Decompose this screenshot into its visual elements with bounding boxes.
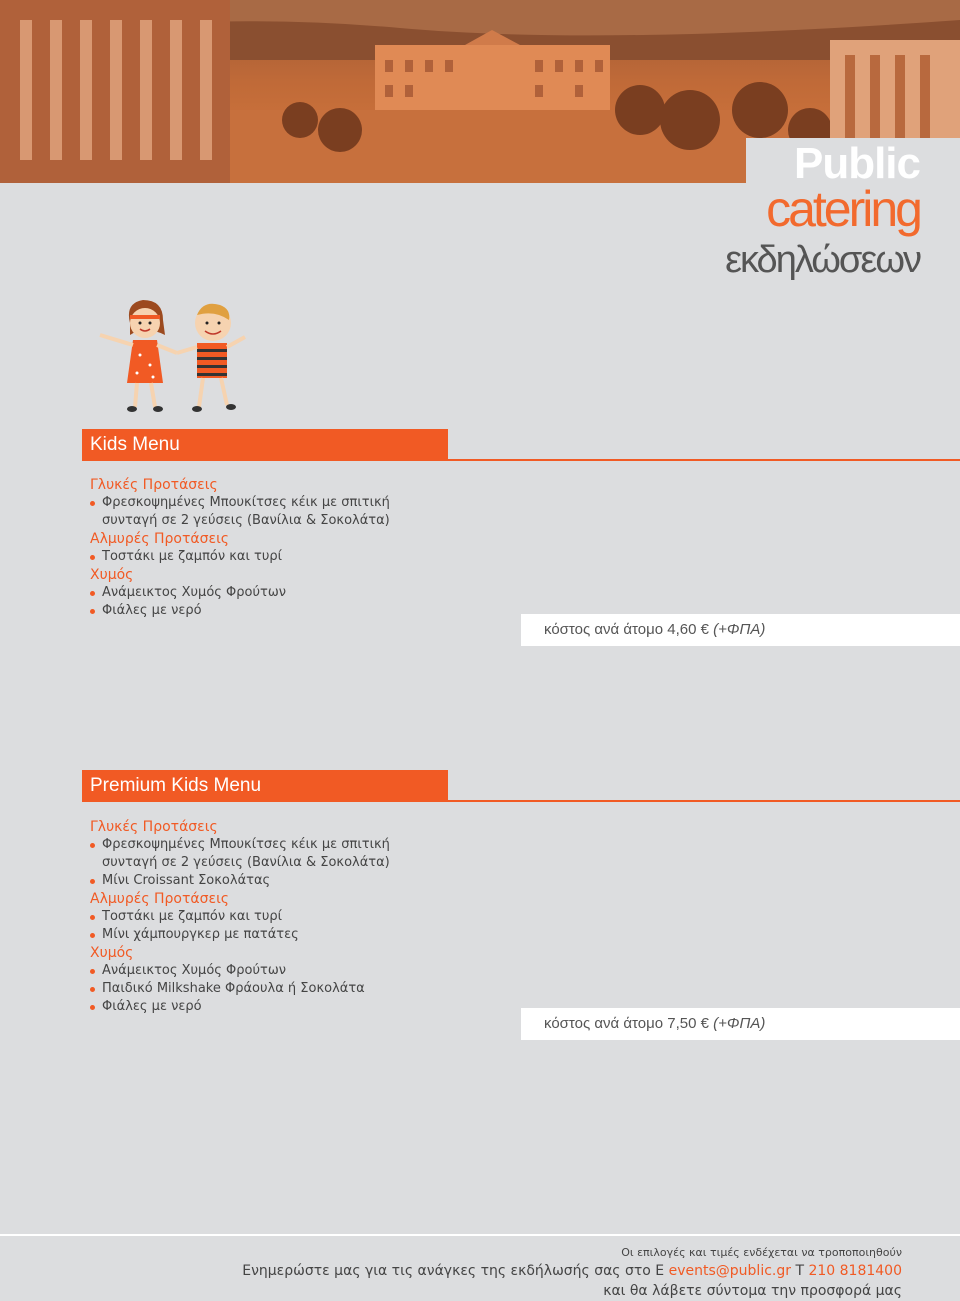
kids-cat-juice: Χυμός <box>90 567 134 583</box>
bullet-dot-icon <box>90 501 95 506</box>
bullet-dot-icon <box>90 933 95 938</box>
bullet-dot-icon <box>90 591 95 596</box>
bullet-dot-icon <box>90 879 95 884</box>
kids-menu-rule <box>82 459 960 461</box>
premium-cat-juice: Χυμός <box>90 945 134 961</box>
list-item: Μίνι Croissant Σοκολάτας <box>90 872 390 890</box>
premium-menu-title: Premium Kids Menu <box>82 770 448 801</box>
brand-events: εκδηλώσεων <box>725 239 920 281</box>
bullet-dot-icon <box>90 987 95 992</box>
email-link[interactable]: events@public.gr <box>668 1263 791 1279</box>
premium-cat-savory: Αλμυρές Προτάσεις <box>90 891 230 907</box>
brand-logo <box>725 140 920 280</box>
kids-menu-body <box>90 476 390 620</box>
bullet-dot-icon <box>90 609 95 614</box>
list-item: Τοστάκι με ζαμπόν και τυρί <box>90 548 390 566</box>
footer-closing: και θα λάβετε σύντομα την προσφορά μας <box>603 1283 902 1299</box>
footer-divider <box>0 1234 960 1236</box>
footer-note: Οι επιλογές και τιμές ενδέχεται να τροποποιηθούν <box>621 1246 902 1259</box>
bullet-dot-icon <box>90 1005 95 1010</box>
kids-price-box <box>521 614 960 646</box>
bullet-dot-icon <box>90 915 95 920</box>
bullet-dot-icon <box>90 843 95 848</box>
phone-label: T <box>795 1263 805 1279</box>
kids-price: κόστος ανά άτομο 4,60 € <box>544 621 709 638</box>
list-item: Ανάμεικτος Χυμός Φρούτων <box>90 962 390 980</box>
footer-contact <box>242 1263 902 1279</box>
footer-inform: Ενημερώστε μας για τις ανάγκες της εκδήλωσής σας στο E <box>242 1263 665 1279</box>
list-item-cont: συνταγή σε 2 γεύσεις (Βανίλια & Σοκολάτα) <box>102 513 390 528</box>
premium-menu-body <box>90 818 390 1016</box>
kids-vat: (+ΦΠΑ) <box>713 621 766 638</box>
list-item: Ανάμεικτος Χυμός Φρούτων <box>90 584 390 602</box>
premium-price: κόστος ανά άτομο 7,50 € <box>544 1015 709 1032</box>
brand-public: Public <box>793 139 920 188</box>
kids-cat-sweet: Γλυκές Προτάσεις <box>90 477 218 493</box>
premium-menu-rule <box>82 800 960 802</box>
list-item: Φρεσκοψημένες Μπουκίτσες κέικ με σπιτική <box>90 836 390 854</box>
kids-menu-title: Kids Menu <box>82 429 448 460</box>
bullet-dot-icon <box>90 969 95 974</box>
brand-catering: catering <box>766 181 920 237</box>
list-item: Φιάλες με νερό <box>90 602 390 620</box>
list-item: Παιδικό Milkshake Φράουλα ή Σοκολάτα <box>90 980 390 998</box>
list-item: Τοστάκι με ζαμπόν και τυρί <box>90 908 390 926</box>
premium-price-box <box>521 1008 960 1040</box>
list-item: Φρεσκοψημένες Μπουκίτσες κέικ με σπιτική <box>90 494 390 512</box>
phone-link[interactable]: 210 8181400 <box>808 1263 902 1279</box>
list-item-cont: συνταγή σε 2 γεύσεις (Βανίλια & Σοκολάτα) <box>102 855 390 870</box>
bullet-dot-icon <box>90 555 95 560</box>
list-item: Φιάλες με νερό <box>90 998 390 1016</box>
kids-cat-savory: Αλμυρές Προτάσεις <box>90 531 230 547</box>
premium-cat-sweet: Γλυκές Προτάσεις <box>90 819 218 835</box>
kids-illustration <box>85 295 260 420</box>
list-item: Μίνι χάμπουργκερ με πατάτες <box>90 926 390 944</box>
premium-vat: (+ΦΠΑ) <box>713 1015 766 1032</box>
